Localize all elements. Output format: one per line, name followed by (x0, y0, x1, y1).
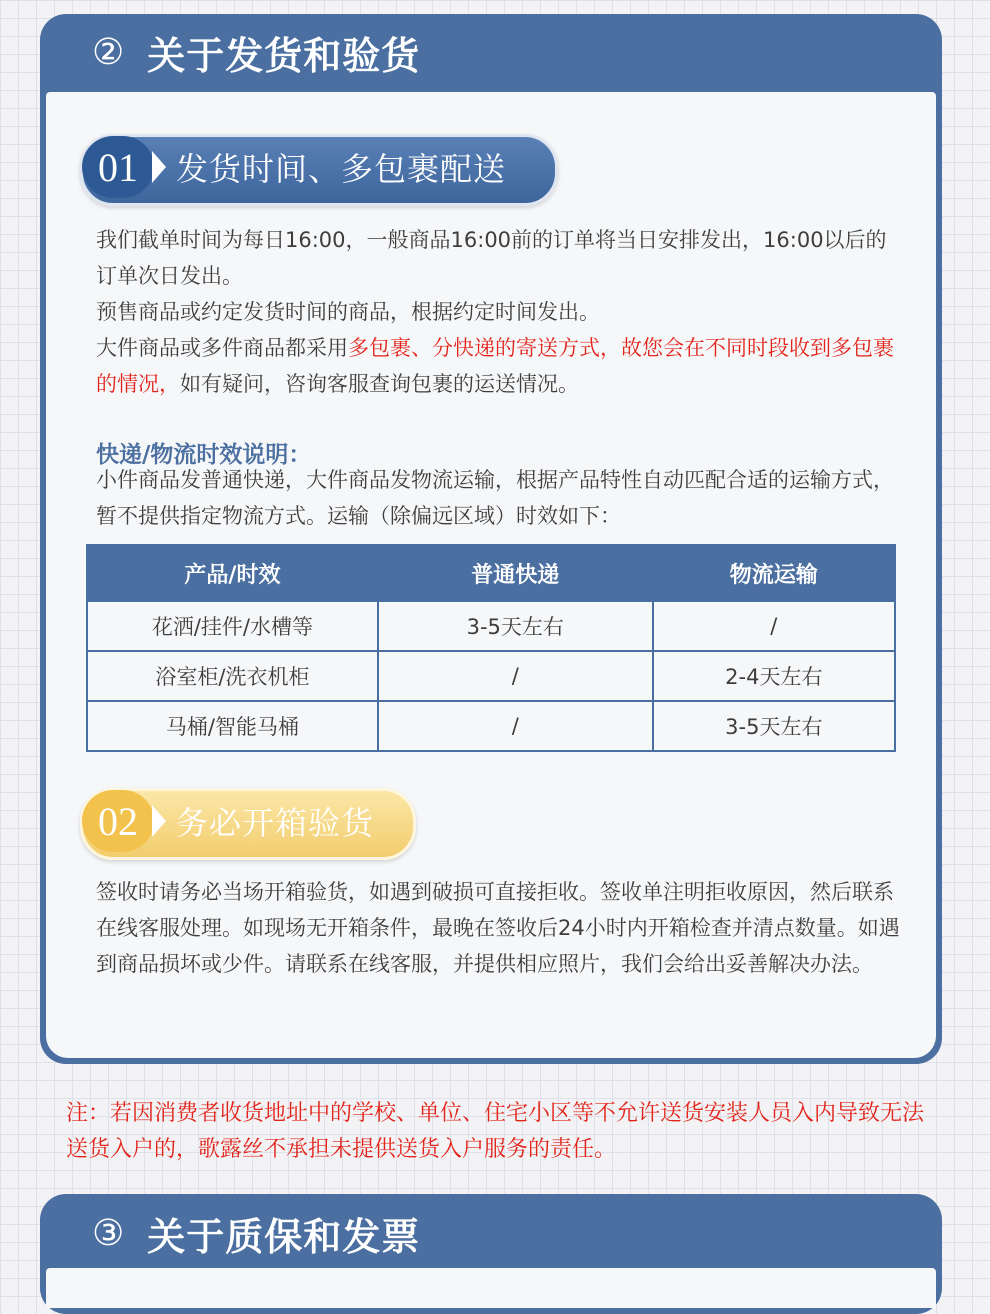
section-card-warranty (40, 1194, 942, 1314)
section-card-shipping (40, 14, 942, 1064)
section-body (46, 92, 936, 1058)
badge-title: 务必开箱验货 (176, 804, 375, 842)
table-cell: 马桶/智能马桶 (87, 701, 378, 751)
section-title: 关于发货和验货 (147, 33, 421, 78)
table-row (87, 701, 895, 751)
table-cell: / (653, 601, 895, 651)
table-header-cell: 物流运输 (653, 545, 895, 601)
badge-number: 01 (82, 136, 154, 198)
section-title: 关于质保和发票 (147, 1214, 421, 1259)
table-cell: 花洒/挂件/水槽等 (87, 601, 378, 651)
table-cell: / (378, 701, 653, 751)
table-row (87, 651, 895, 701)
arrow-right-icon (152, 805, 166, 837)
section-header (40, 1194, 942, 1272)
shipping-time-text (96, 222, 906, 402)
table-cell: / (378, 651, 653, 701)
section-number: ③ (92, 1212, 126, 1254)
logistics-heading: 快递/物流时效说明： (96, 442, 312, 468)
table-cell: 2-4天左右 (653, 651, 895, 701)
arrow-right-icon (152, 151, 166, 183)
table-header-cell: 产品/时效 (87, 545, 378, 601)
section-number: ② (92, 31, 126, 73)
delivery-time-table (86, 544, 896, 752)
table-header-row (87, 545, 895, 601)
badge-part-02 (80, 788, 374, 854)
inspection-text: 签收时请务必当场开箱验货，如遇到破损可直接拒收。签收单注明拒收原因，然后联系在线客服处理。如现场无开箱条件，最晚在签收后24小时内开箱检查并清点数量。如遇到商品损坏或少件。请联系在线客服，并提供相应照片，我们会给出妥善解决办法。 (96, 880, 900, 976)
table-row (87, 601, 895, 651)
text-highlight: 多包裹、分快递的寄送方式，故您会在不同时段收到多包裹的情况， (96, 336, 894, 396)
badge-title: 发货时间、多包裹配送 (176, 150, 507, 188)
delivery-note: 注：若因消费者收货地址中的学校、单位、住宅小区等不允许送货安装人员入内导致无法送货入户的，歌露丝不承担未提供送货入户服务的责任。 (66, 1101, 925, 1162)
section-header (40, 14, 942, 90)
table-cell: 3-5天左右 (378, 601, 653, 651)
paragraph: 我们截单时间为每日16:00，一般商品16:00前的订单将当日安排发出，16:00以后的订单次日发出。 (96, 228, 887, 288)
paragraph: 预售商品或约定发货时间的商品，根据约定时间发出。 (96, 300, 600, 324)
badge-part-01 (80, 134, 506, 200)
logistics-text: 小件商品发普通快递，大件商品发物流运输，根据产品特性自动匹配合适的运输方式，暂不提供指定物流方式。运输（除偏远区域）时效如下： (96, 468, 894, 528)
table-cell: 3-5天左右 (653, 701, 895, 751)
badge-number: 02 (82, 790, 154, 852)
table-header-cell: 普通快递 (378, 545, 653, 601)
table-cell: 浴室柜/洗衣机柜 (87, 651, 378, 701)
section-body (46, 1268, 936, 1308)
text-normal: 大件商品或多件商品都采用 (96, 336, 348, 360)
text-normal: 如有疑问，咨询客服查询包裹的运送情况。 (180, 372, 579, 396)
paragraph (96, 330, 906, 402)
